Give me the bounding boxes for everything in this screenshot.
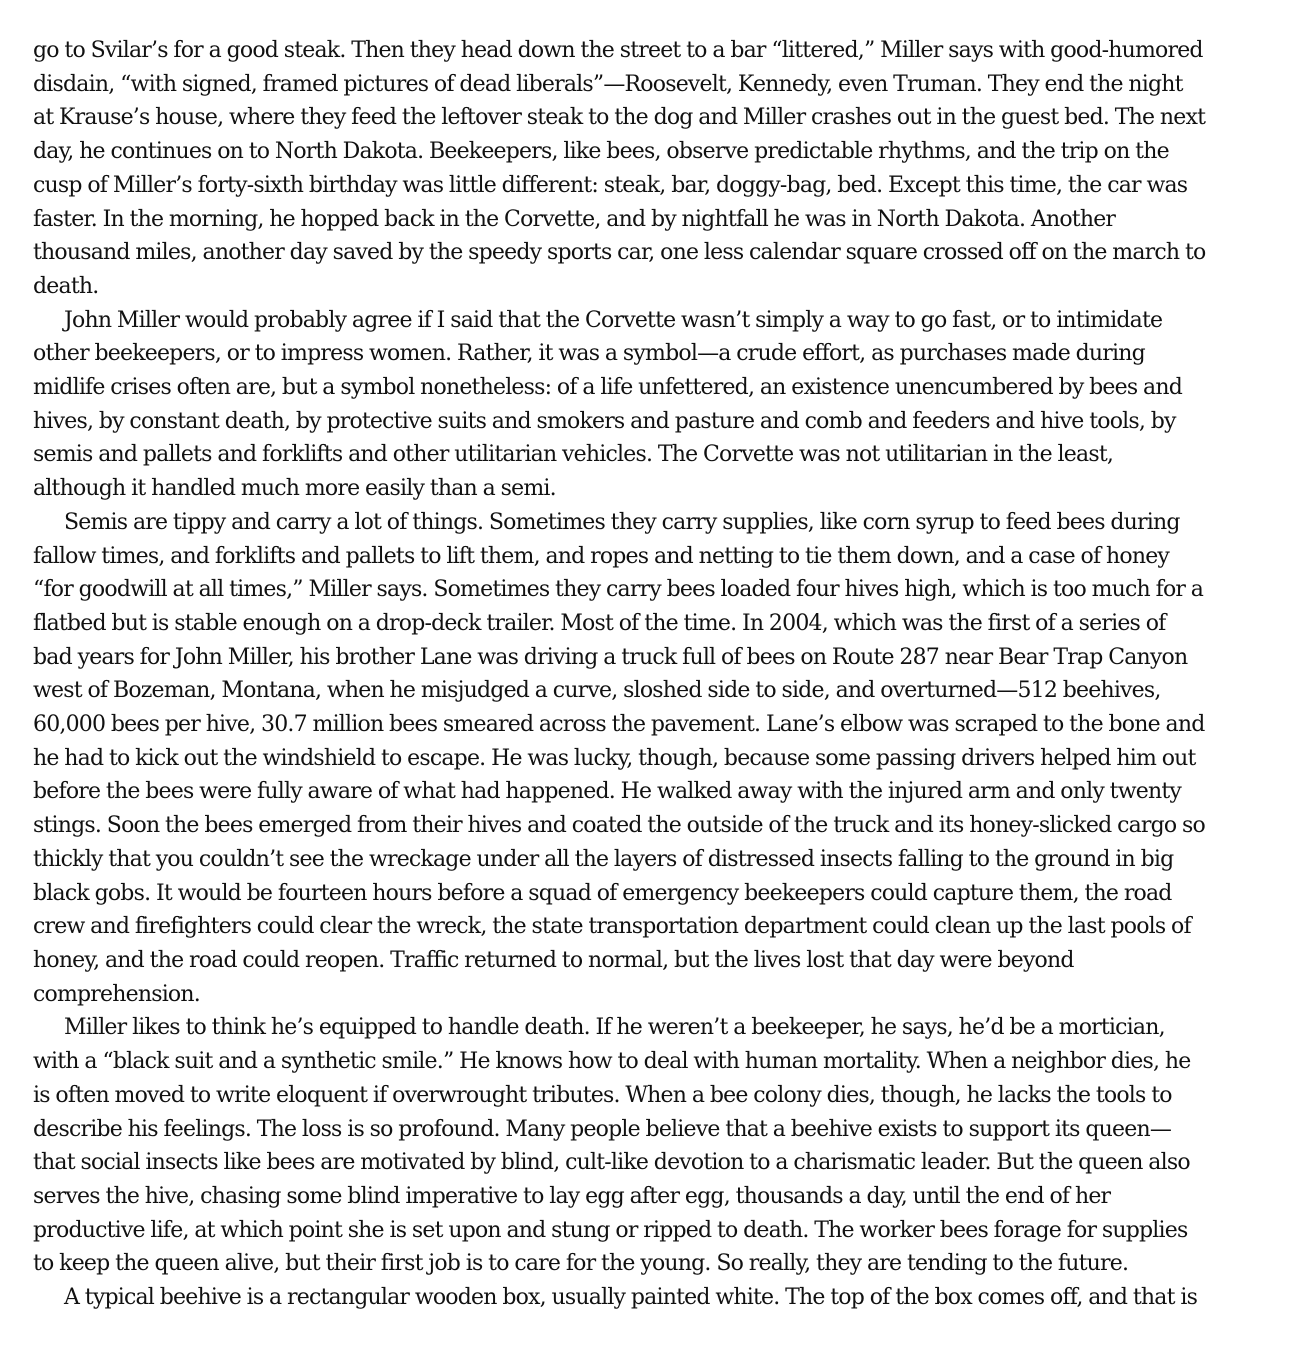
text-line: flatbed but is stable enough on a drop-deck trailer. Most of the time. In 2004, which was the first of a series of xyxy=(33,610,1166,636)
text-line: faster. In the morning, he hopped back in the Corvette, and by nightfall he was in North Dakota. Another xyxy=(33,206,1116,232)
text-line: bad years for John Miller, his brother Lane was driving a truck full of bees on Route 287 near Bear Trap Canyon xyxy=(33,644,1188,670)
text-line: hives, by constant death, by protective suits and smokers and pasture and comb and feeders and hive tools, by xyxy=(33,408,1176,434)
paragraph-5 xyxy=(33,1281,1233,1315)
text-line: productive life, at which point she is set upon and stung or ripped to death. The worker bees forage for supplies xyxy=(33,1217,1188,1243)
text-line: before the bees were fully aware of what had happened. He walked away with the injured arm and only twenty xyxy=(33,779,1181,805)
text-line-indented: A typical beehive is a rectangular wooden box, usually painted white. The top of the box comes off, and that is xyxy=(64,1285,1198,1311)
text-line-indented: Miller likes to think he’s equipped to handle death. If he weren’t a beekeeper, he says, he’d be a mortician, xyxy=(64,1015,1165,1041)
text-line: with a “black suit and a synthetic smile.” He knows how to deal with human mortality. When a neighbor dies, he xyxy=(33,1049,1191,1075)
text-line: at Krause’s house, where they feed the leftover steak to the dog and Miller crashes out in the guest bed. The next xyxy=(33,105,1206,131)
text-line: thickly that you couldn’t see the wreckage under all the layers of distressed insects falling to the ground in big xyxy=(33,846,1174,872)
paragraph-1 xyxy=(33,34,1233,304)
paragraph-2 xyxy=(33,304,1233,506)
text-line: thousand miles, another day saved by the speedy sports car, one less calendar square crossed off on the march to xyxy=(33,240,1206,266)
page-body xyxy=(33,34,1233,1315)
text-line: serves the hive, chasing some blind imperative to lay egg after egg, thousands a day, until the end of her xyxy=(33,1183,1111,1209)
text-line: 60,000 bees per hive, 30.7 million bees smeared across the pavement. Lane’s elbow was scraped to the bone and xyxy=(33,712,1205,738)
paragraph-4 xyxy=(33,1011,1233,1281)
text-line: cusp of Miller’s forty-sixth birthday was little different: steak, bar, doggy-bag, bed. Except this time, the car was xyxy=(33,172,1188,198)
text-line: to keep the queen alive, but their first job is to care for the young. So really, they are tending to the future. xyxy=(33,1251,1129,1277)
text-line: semis and pallets and forklifts and other utilitarian vehicles. The Corvette was not utilitarian in the least, xyxy=(33,442,1114,468)
text-line: black gobs. It would be fourteen hours before a squad of emergency beekeepers could capture them, the road xyxy=(33,880,1172,906)
text-line: describe his feelings. The loss is so profound. Many people believe that a beehive exists to support its queen— xyxy=(33,1116,1172,1142)
text-line: go to Svilar’s for a good steak. Then they head down the street to a bar “littered,” Miller says with good-humored xyxy=(33,38,1203,63)
text-line: fallow times, and forklifts and pallets to lift them, and ropes and netting to tie them down, and a case of honey xyxy=(33,543,1170,569)
text-line: crew and firefighters could clear the wreck, the state transportation department could clean up the last pools of xyxy=(33,914,1191,940)
text-line-indented: John Miller would probably agree if I said that the Corvette wasn’t simply a way to go fast, or to intimidate xyxy=(64,307,1163,333)
text-line-indented: Semis are tippy and carry a lot of things. Sometimes they carry supplies, like corn syrup to feed bees during xyxy=(64,509,1180,535)
text-line: day, he continues on to North Dakota. Beekeepers, like bees, observe predictable rhythms, and the trip on the xyxy=(33,139,1169,165)
text-line: death. xyxy=(33,273,99,299)
paragraph-3 xyxy=(33,506,1233,1012)
text-line: is often moved to write eloquent if overwrought tributes. When a bee colony dies, though, he lacks the tools to xyxy=(33,1082,1172,1108)
text-line: other beekeepers, or to impress women. Rather, it was a symbol—a crude effort, as purchases made during xyxy=(33,341,1145,367)
text-line: west of Bozeman, Montana, when he misjudged a curve, sloshed side to side, and overturned—512 beehives, xyxy=(33,678,1161,704)
text-line: stings. Soon the bees emerged from their hives and coated the outside of the truck and its honey-slicked cargo so xyxy=(33,813,1205,839)
text-line: comprehension. xyxy=(33,981,200,1007)
text-line: honey, and the road could reopen. Traffic returned to normal, but the lives lost that day were beyond xyxy=(33,947,1074,973)
text-line: he had to kick out the windshield to escape. He was lucky, though, because some passing drivers helped him out xyxy=(33,745,1196,771)
text-line: that social insects like bees are motivated by blind, cult-like devotion to a charismatic leader. But the queen also xyxy=(33,1150,1190,1176)
text-line: midlife crises often are, but a symbol nonetheless: of a life unfettered, an existence unencumbered by bees and xyxy=(33,375,1183,401)
text-line: “for goodwill at all times,” Miller says. Sometimes they carry bees loaded four hives high, which is too much for a xyxy=(33,577,1204,603)
text-line: although it handled much more easily than a semi. xyxy=(33,476,556,502)
text-line: disdain, “with signed, framed pictures of dead liberals”—Roosevelt, Kennedy, even Truman. They end the night xyxy=(33,71,1183,97)
